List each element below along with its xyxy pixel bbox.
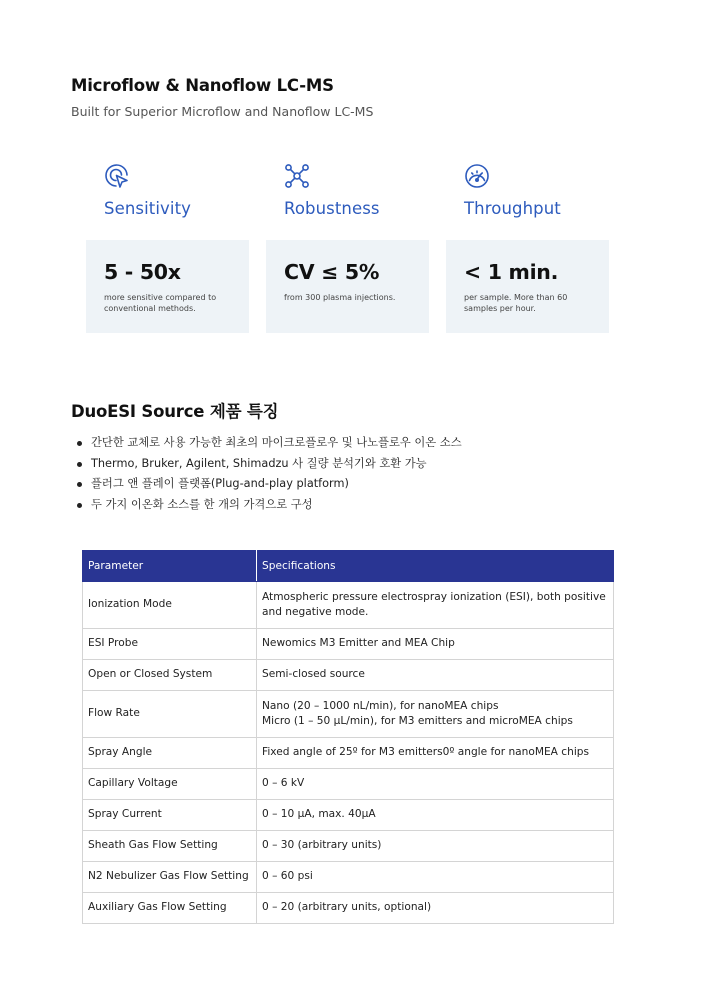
parameter-cell: Auxiliary Gas Flow Setting <box>83 893 257 924</box>
feature-label: Throughput <box>464 199 561 218</box>
stat-card-sensitivity <box>86 240 249 333</box>
parameter-cell: Open or Closed System <box>83 660 257 691</box>
specification-cell: Newomics M3 Emitter and MEA Chip <box>257 629 614 660</box>
feature-list <box>71 433 462 515</box>
table-row <box>83 660 614 691</box>
stat-card-robustness <box>266 240 429 333</box>
parameter-cell: Spray Current <box>83 800 257 831</box>
stat-description: from 300 plasma injections. <box>284 293 396 302</box>
parameter-cell: Capillary Voltage <box>83 769 257 800</box>
cursor-click-icon <box>104 163 130 189</box>
table-row <box>83 738 614 769</box>
specification-cell: Semi-closed source <box>257 660 614 691</box>
column-header-specifications: Specifications <box>257 551 614 582</box>
parameter-cell: Ionization Mode <box>83 582 257 629</box>
list-item: 플러그 앤 플레이 플랫폼(Plug-and-play platform) <box>71 474 462 495</box>
specification-cell: 0 – 60 psi <box>257 862 614 893</box>
page-title: Microflow & Nanoflow LC-MS <box>71 76 334 95</box>
stat-description: per sample. More than 60 samples per hour. <box>464 293 568 313</box>
stat-value: 5 - 50x <box>104 260 181 284</box>
specification-cell: Atmospheric pressure electrospray ionization (ESI), both positive and negative mode. <box>257 582 614 629</box>
feature-robustness <box>266 163 430 218</box>
list-item: Thermo, Bruker, Agilent, Shimadzu 사 질량 분석기와 호환 가능 <box>71 454 462 475</box>
specification-cell: 0 – 20 (arbitrary units, optional) <box>257 893 614 924</box>
specification-cell: 0 – 6 kV <box>257 769 614 800</box>
list-item: 두 가지 이온화 소스를 한 개의 가격으로 구성 <box>71 495 462 516</box>
table-row <box>83 629 614 660</box>
table-row <box>83 893 614 924</box>
parameter-cell: ESI Probe <box>83 629 257 660</box>
table-row <box>83 862 614 893</box>
list-item: 간단한 교체로 사용 가능한 최초의 마이크로플로우 및 나노플로우 이온 소스 <box>71 433 462 454</box>
table-row <box>83 800 614 831</box>
stat-value: CV ≤ 5% <box>284 260 380 284</box>
stat-card-throughput <box>446 240 609 333</box>
feature-label: Robustness <box>284 199 380 218</box>
parameter-cell: Flow Rate <box>83 691 257 738</box>
gauge-icon <box>464 163 490 189</box>
column-header-parameter: Parameter <box>83 551 257 582</box>
parameter-cell: Sheath Gas Flow Setting <box>83 831 257 862</box>
feature-panel <box>86 163 610 335</box>
table-row <box>83 582 614 629</box>
stat-description: more sensitive compared to conventional methods. <box>104 293 217 313</box>
table-header-row <box>83 551 614 582</box>
network-icon <box>284 163 310 189</box>
feature-label: Sensitivity <box>104 199 191 218</box>
parameter-cell: N2 Nebulizer Gas Flow Setting <box>83 862 257 893</box>
feature-sensitivity <box>86 163 250 218</box>
page-subtitle: Built for Superior Microflow and Nanoflow LC-MS <box>71 104 374 119</box>
specifications-table <box>82 550 614 924</box>
stat-value: < 1 min. <box>464 260 559 284</box>
section-title: DuoESI Source 제품 특징 <box>71 402 279 421</box>
table-row <box>83 769 614 800</box>
table-row <box>83 691 614 738</box>
feature-throughput <box>446 163 610 218</box>
specification-cell: 0 – 10 μA, max. 40μA <box>257 800 614 831</box>
specification-cell: 0 – 30 (arbitrary units) <box>257 831 614 862</box>
table-row <box>83 831 614 862</box>
parameter-cell: Spray Angle <box>83 738 257 769</box>
specification-cell: Fixed angle of 25º for M3 emitters0º angle for nanoMEA chips <box>257 738 614 769</box>
specification-cell: Nano (20 – 1000 nL/min), for nanoMEA chips Micro (1 – 50 μL/min), for M3 emitters and microMEA chips <box>257 691 614 738</box>
